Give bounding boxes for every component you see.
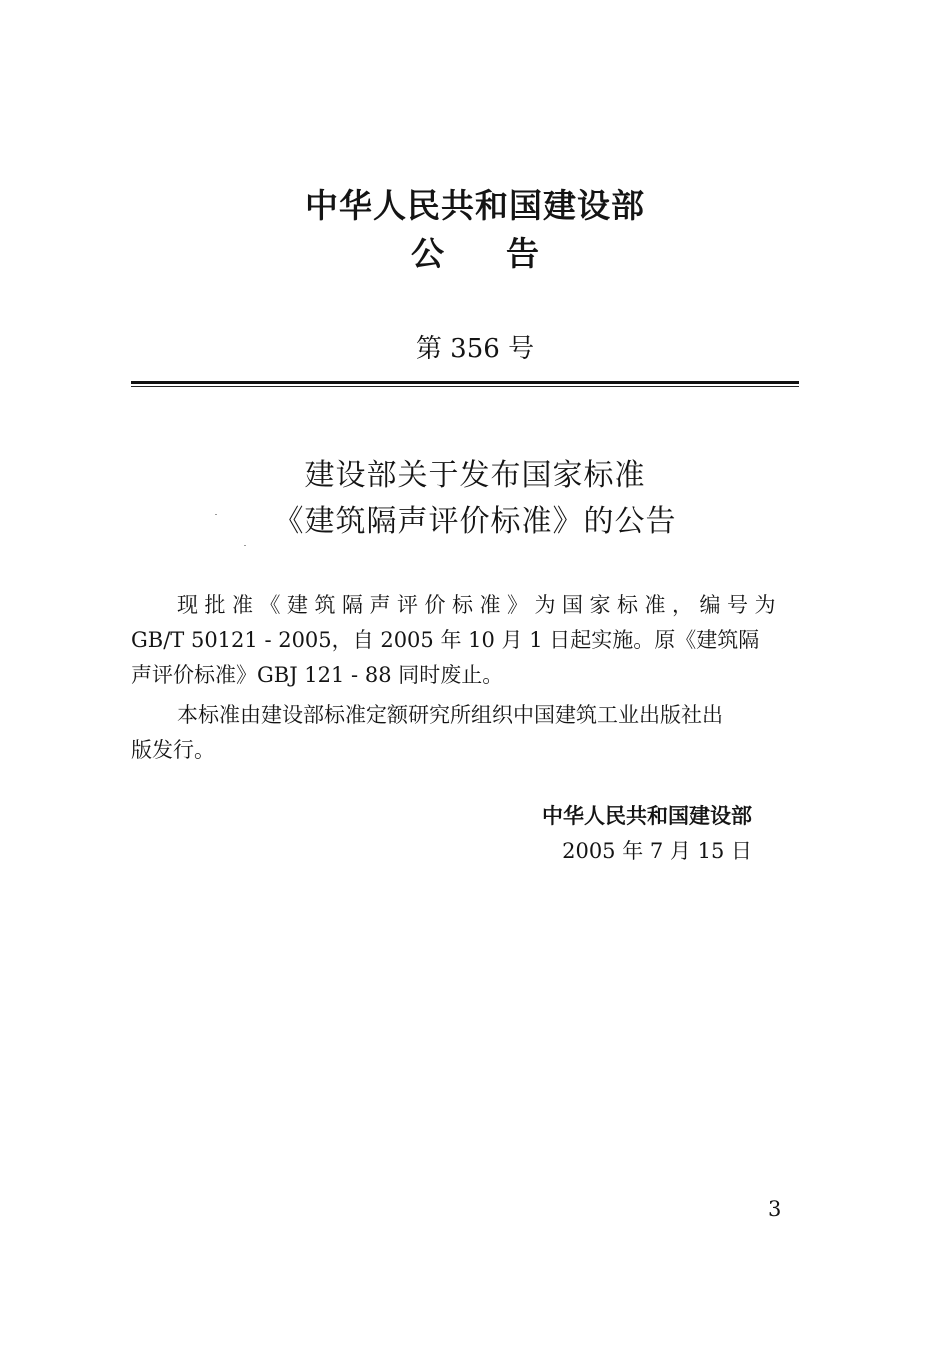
- body-paragraph-1: [131, 588, 801, 693]
- page-number: 3: [768, 1197, 782, 1221]
- announcement-title-line-1: 建设部关于发布国家标准: [304, 458, 646, 493]
- header-divider-thick: [131, 381, 799, 384]
- body-paragraph-2-line-1: 本标准由建设部标准定额研究所组织中国建筑工业出版社出: [177, 703, 723, 727]
- document-type-char-1: 公: [411, 234, 444, 273]
- header-divider-thin: [131, 386, 799, 387]
- body-paragraph-1-line-2: GB/T 50121 - 2005，自 2005 年 10 月 1 日起实施。原《建筑隔: [131, 628, 760, 652]
- body-paragraph-2: [131, 698, 801, 768]
- announcement-title-line-2: 《建筑隔声评价标准》的公告: [273, 504, 677, 539]
- body-paragraph-1-line-1: 现批准《建筑隔声评价标准》为国家标准，编号为: [177, 593, 782, 617]
- scan-speck: [244, 545, 246, 546]
- signature-organization: 中华人民共和国建设部: [542, 804, 752, 828]
- announcement-number: 第 356 号: [415, 334, 535, 364]
- scan-speck: [215, 514, 217, 515]
- document-type: [0, 234, 950, 274]
- document-type-char-2: 告: [506, 234, 539, 273]
- body-paragraph-1-line-3: 声评价标准》GBJ 121 - 88 同时废止。: [131, 663, 504, 687]
- signature-date: 2005 年 7 月 15 日: [562, 839, 752, 863]
- issuer-title: 中华人民共和国建设部: [305, 186, 645, 225]
- body-paragraph-2-line-2: 版发行。: [131, 738, 215, 762]
